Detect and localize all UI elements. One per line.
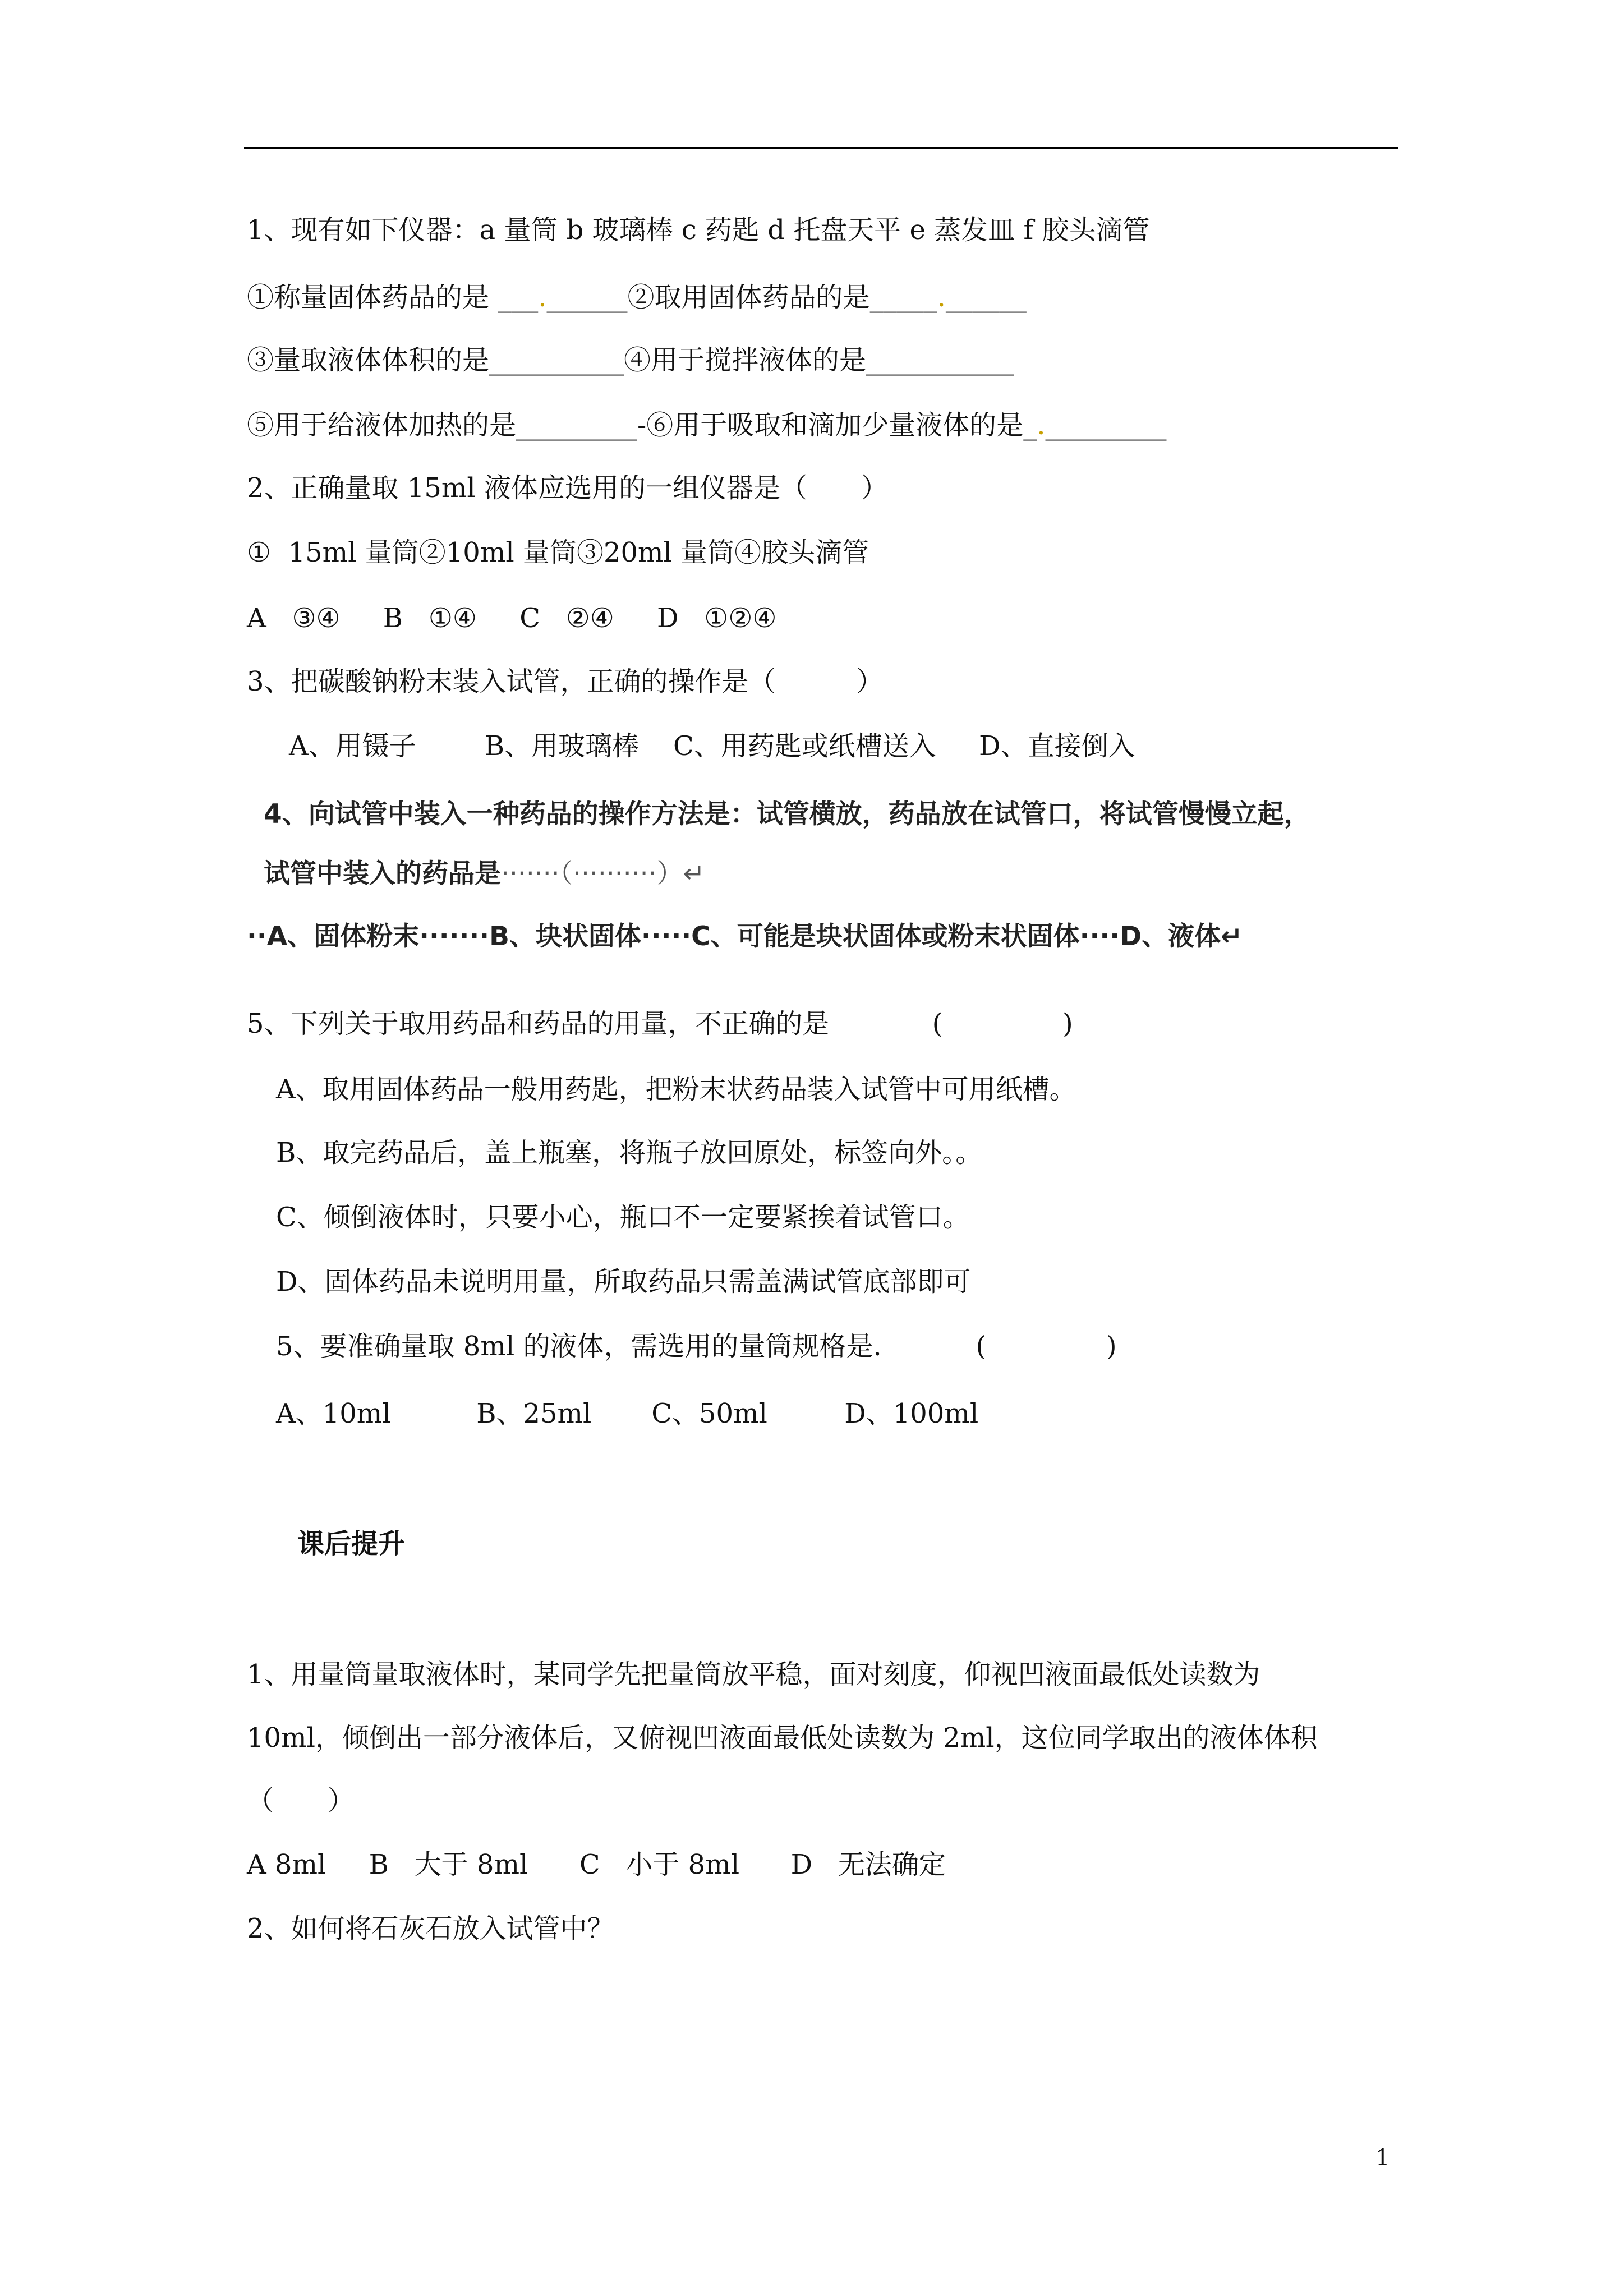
q5b-options: A、10ml B、25ml C、50ml D、100ml — [276, 1398, 979, 1429]
q4-option-d: ····D、液体↵ — [1079, 921, 1243, 952]
after-q1-line-1: 1、用量筒量取液体时，某同学先把量筒放平稳，面对刻度，仰视凹液面最低处读数为 — [247, 1659, 1260, 1690]
q1-line-2 — [247, 280, 1027, 314]
q1-item-6: ⑥用于吸取和滴加少量液体的是 — [646, 409, 1024, 441]
q5-option-b: B、取完药品后，盖上瓶塞，将瓶子放回原处，标签向外。。 — [276, 1137, 983, 1168]
q1-item-5: ⑤用于给液体加热的是 — [247, 409, 517, 441]
q4-stem-text: 试管中装入的药品是 — [264, 858, 501, 889]
q2-items: ① 15ml 量筒②10ml 量筒③20ml 量筒④胶头滴管 — [247, 537, 869, 568]
q5-option-a: A、取用固体药品一般用药匙，把粉末状药品装入试管中可用纸槽。 — [276, 1074, 1076, 1105]
q1-line-4 — [247, 408, 1167, 442]
q5-stem: 5、下列关于取用药品和药品的用量，不正确的是 ( ) — [247, 1008, 1073, 1039]
q1-item-2: ②取用固体药品的是 — [627, 282, 870, 313]
q1-blank-5: _________- — [516, 409, 647, 441]
q1-blank-6: _._________ — [1023, 409, 1167, 441]
q5-option-d: D、固体药品未说明用量，所取药品只需盖满试管底部即可 — [276, 1266, 971, 1297]
q4-stem-line-1: 4、向试管中装入一种药品的操作方法是：试管横放，药品放在试管口，将试管慢慢立起， — [264, 799, 1310, 830]
q1-blank-3: __________ — [489, 344, 624, 376]
page-number: 1 — [1375, 2145, 1390, 2171]
after-q1-options: A 8ml B 大于 8ml C 小于 8ml D 无法确定 — [247, 1849, 946, 1880]
q3-options: A、用镊子 B、用玻璃棒 C、用药匙或纸槽送入 D、直接倒入 — [289, 730, 1135, 762]
header-rule — [244, 147, 1398, 149]
q1-blank-1: ___.______ — [498, 282, 628, 313]
q5b-stem: 5、要准确量取 8ml 的液体，需选用的量筒规格是. ( ) — [276, 1331, 1117, 1362]
q1-item-4: ④用于搅拌液体的是 — [624, 344, 867, 376]
section-title: 课后提升 — [297, 1528, 406, 1559]
q4-option-b: ·······B、块状固体 — [419, 921, 641, 952]
q1-line-3 — [247, 343, 1014, 377]
q2-options: A ③④ B ①④ C ②④ D ①②④ — [247, 602, 777, 634]
q4-answer-bracket: ·······（··········）↵ — [501, 858, 705, 889]
q4-stem-line-2 — [264, 857, 705, 891]
q4-option-c: ·····C、可能是块状固体或粉末状固体 — [641, 921, 1080, 952]
after-q1-line-3: （ ） — [247, 1785, 355, 1816]
q1-blank-2: _____.______ — [869, 282, 1027, 313]
q1-blank-4: ___________ — [866, 344, 1015, 376]
q1-item-1: ①称量固体药品的是 — [247, 282, 490, 313]
q4-option-a: ··A、固体粉末 — [247, 921, 420, 952]
after-q1-line-2: 10ml，倾倒出一部分液体后，又俯视凹液面最低处读数为 2ml，这位同学取出的液体体积 — [247, 1722, 1318, 1754]
q2-stem: 2、正确量取 15ml 液体应选用的一组仪器是（ ） — [247, 472, 889, 504]
q1-item-3: ③量取液体体积的是 — [247, 344, 490, 376]
after-q2: 2、如何将石灰石放入试管中？ — [247, 1913, 614, 1944]
q1-stem: 1、现有如下仪器：a 量筒 b 玻璃棒 c 药匙 d 托盘天平 e 蒸发皿 f 胶头滴管 — [247, 214, 1150, 246]
q5-option-c: C、倾倒液体时，只要小心，瓶口不一定要紧挨着试管口。 — [276, 1202, 970, 1233]
q3-stem: 3、把碳酸钠粉末装入试管，正确的操作是（ ） — [247, 666, 884, 697]
q4-options — [247, 920, 1243, 954]
